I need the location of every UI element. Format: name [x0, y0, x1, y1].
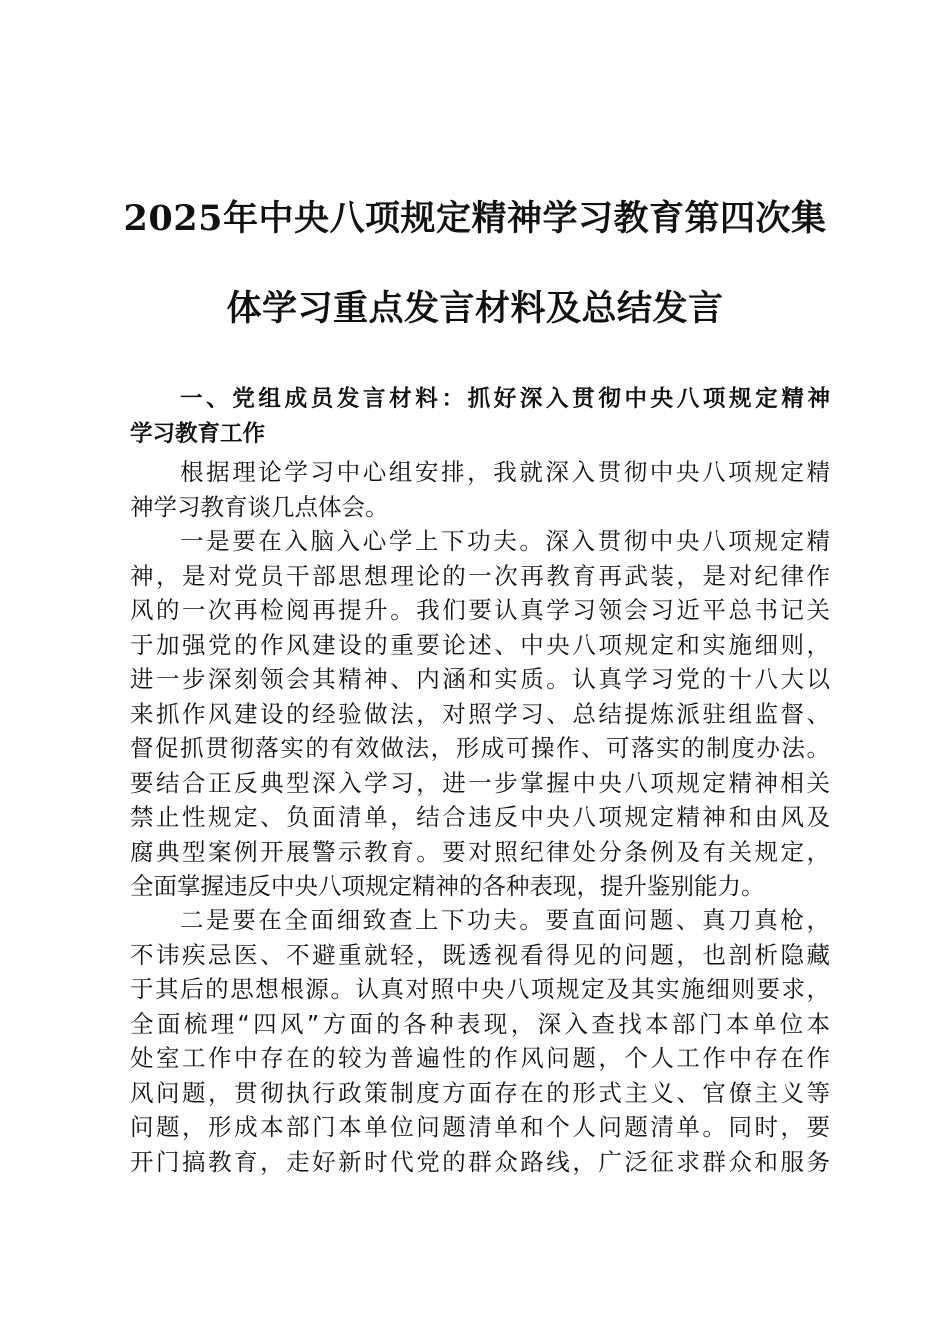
paragraph-line: 进一步深刻领会其精神、内涵和实质。认真学习党的十八大以: [130, 665, 830, 693]
paragraph-line: 处室工作中存在的较为普遍性的作风问题，个人工作中存在作: [130, 1044, 830, 1072]
section-heading: [130, 382, 830, 451]
paragraph-point-one: [130, 524, 830, 904]
paragraph-line: 全面梳理“四风”方面的各种表现，深入查找本部门本单位本: [130, 1009, 830, 1038]
document-title-line-1: 2025年中央八项规定精神学习教育第四次集: [123, 198, 827, 239]
paragraph-line: 不讳疾忌医、不避重就轻，既透视看得见的问题，也剖析隐藏: [130, 940, 830, 969]
paragraph-point-two: [130, 903, 830, 1179]
paragraph-line: 一是要在入脑入心学上下功夫。深入贯彻中央八项规定精: [180, 527, 830, 555]
paragraph-line: 全面掌握违反中央八项规定精神的各种表现，提升鉴别能力。: [130, 872, 765, 900]
paragraph-line: 风问题，贯彻执行政策制度方面存在的形式主义、官僚主义等: [130, 1078, 830, 1107]
paragraph-line: 风的一次再检阅再提升。我们要认真学习领会习近平总书记关: [130, 596, 830, 624]
paragraph-line: 开门搞教育，走好新时代党的群众路线，广泛征求群众和服务: [130, 1147, 830, 1176]
paragraph-line: 于其后的思想根源。认真对照中央八项规定及其实施细则要求，: [130, 975, 830, 1003]
paragraph-line: 问题，形成本部门本单位问题清单和个人问题清单。同时，要: [130, 1113, 830, 1141]
paragraph-line: 要结合正反典型深入学习，进一步掌握中央八项规定精神相关: [130, 768, 830, 797]
paragraph-line: 二是要在全面细致查上下功夫。要直面问题、真刀真枪，: [180, 906, 830, 934]
paragraph-line: 神学习教育谈几点体会。: [130, 492, 389, 521]
paragraph-line: 根据理论学习中心组安排，我就深入贯彻中央八项规定精: [180, 458, 830, 486]
document-title-line-2: 体学习重点发言材料及总结发言: [226, 288, 724, 329]
paragraph-line: 腐典型案例开展警示教育。要对照纪律处分条例及有关规定，: [130, 837, 830, 866]
paragraph-line: 于加强党的作风建设的重要论述、中央八项规定和实施细则，: [130, 630, 830, 659]
section-heading-line: 学习教育工作: [130, 420, 266, 447]
paragraph-intro: [130, 455, 830, 524]
paragraph-line: 禁止性规定、负面清单，结合违反中央八项规定精神和由风及: [130, 803, 830, 831]
paragraph-line: 督促抓贯彻落实的有效做法，形成可操作、可落实的制度办法。: [130, 734, 830, 762]
paragraph-line: 神，是对党员干部思想理论的一次再教育再武装，是对纪律作: [130, 561, 830, 590]
section-heading-line: 一、党组成员发言材料：抓好深入贯彻中央八项规定精神: [180, 386, 830, 412]
paragraph-line: 来抓作风建设的经验做法，对照学习、总结提炼派驻组监督、: [130, 699, 830, 728]
